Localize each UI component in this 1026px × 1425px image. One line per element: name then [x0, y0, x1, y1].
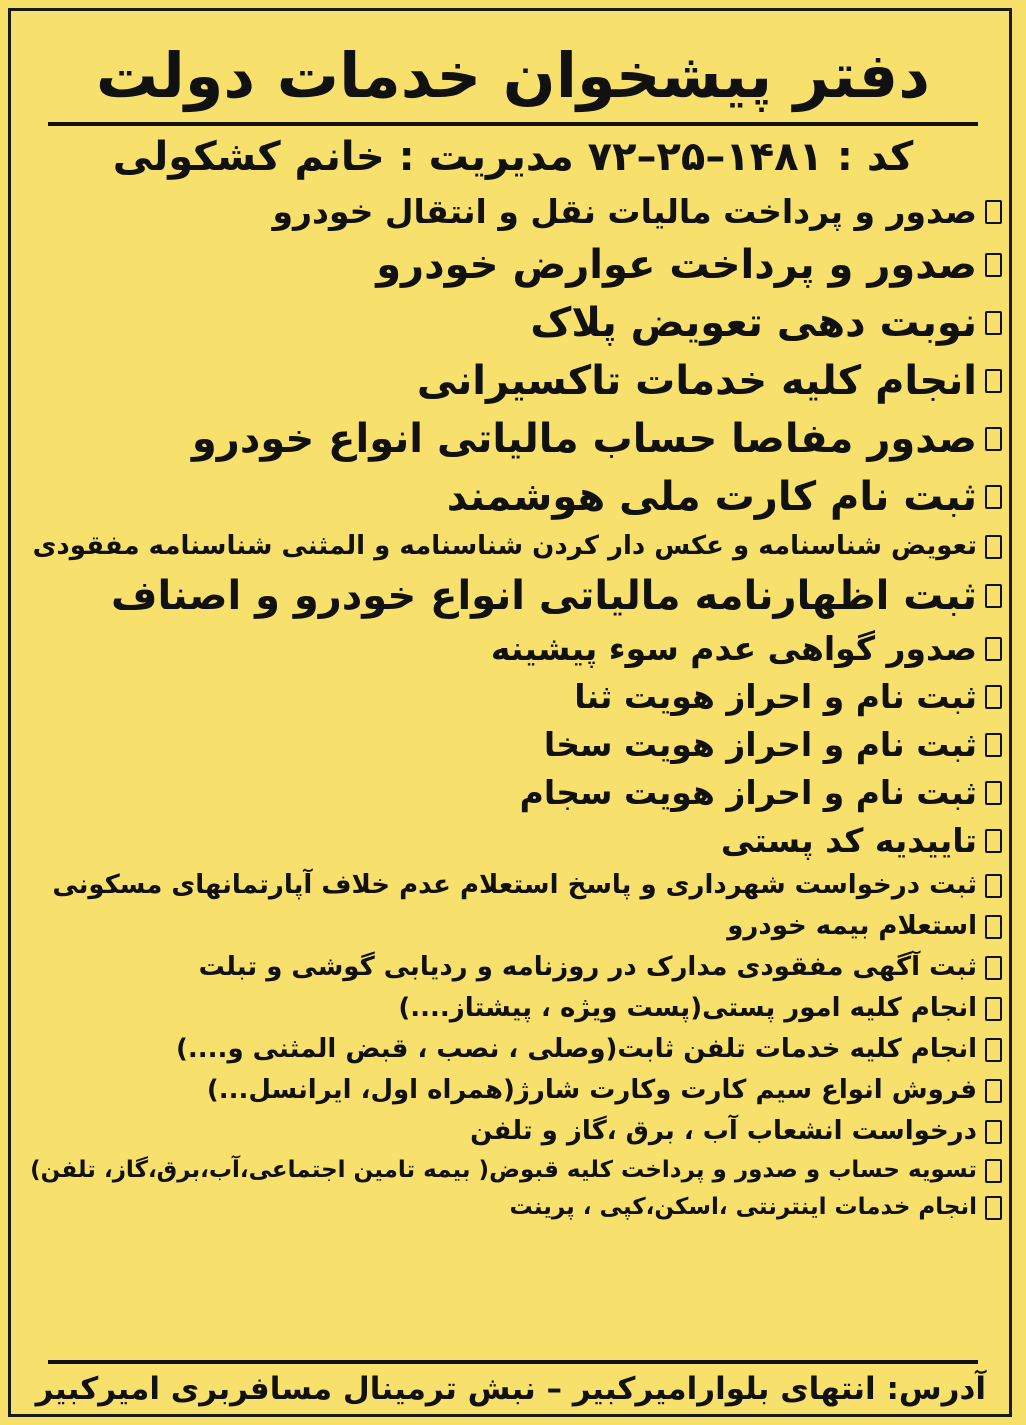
service-item — [24, 865, 1002, 906]
service-text: درخواست انشعاب آب ، برق ،گاز و تلفن — [470, 1116, 977, 1146]
checkbox-bullet-icon — [985, 829, 1002, 853]
service-text: ثبت آگهی مفقودی مدارک در روزنامه و ردیابی گوشی و تبلت — [198, 952, 977, 982]
service-text: ثبت درخواست شهرداری و پاسخ استعلام عدم خلاف آپارتمانهای مسکونی — [52, 870, 977, 900]
checkbox-bullet-icon — [985, 1038, 1002, 1062]
checkbox-bullet-icon — [985, 733, 1002, 757]
service-text: انجام کلیه خدمات تاکسیرانی — [416, 358, 977, 404]
service-item — [24, 1070, 1002, 1111]
service-text: ثبت اظهارنامه مالیاتی انواع خودرو و اصناف — [111, 573, 977, 619]
service-text: صدور مفاصا حساب مالیاتی انواع خودرو — [191, 416, 977, 462]
checkbox-bullet-icon — [985, 637, 1002, 661]
service-item — [24, 906, 1002, 947]
service-text: انجام خدمات اینترنتی ،اسکن،کپی ، پرینت — [509, 1194, 977, 1220]
service-item — [24, 721, 1002, 769]
checkbox-bullet-icon — [985, 535, 1002, 559]
service-item — [24, 567, 1002, 625]
checkbox-bullet-icon — [985, 915, 1002, 939]
services-list — [24, 188, 1002, 1226]
service-text: تاییدیه کد پستی — [720, 821, 977, 860]
service-text: انجام کلیه خدمات تلفن ثابت(وصلی ، نصب ، قبض المثنی و....) — [176, 1034, 977, 1064]
checkbox-bullet-icon — [985, 874, 1002, 898]
address-line: آدرس: انتهای بلوارامیرکبیر – نبش ترمینال مسافربری امیرکبیر — [35, 1371, 986, 1407]
service-item — [24, 947, 1002, 988]
service-item — [24, 410, 1002, 468]
office-code-and-manager: کد : ۱۴۸۱–۲۵–۷۲ مدیریت : خانم کشکولی — [112, 134, 914, 180]
service-text: انجام کلیه امور پستی(پست ویژه ، پیشتاز....) — [398, 993, 977, 1023]
service-item — [24, 817, 1002, 865]
service-text: تسویه حساب و صدور و پرداخت کلیه قبوض( بیمه تامین اجتماعی،آب،برق،گاز، تلفن) — [30, 1157, 977, 1183]
checkbox-bullet-icon — [985, 485, 1002, 509]
checkbox-bullet-icon — [985, 369, 1002, 393]
service-item — [24, 1189, 1002, 1226]
service-item — [24, 988, 1002, 1029]
checkbox-bullet-icon — [985, 1196, 1002, 1220]
service-text: استعلام بیمه خودرو — [727, 911, 977, 941]
service-text: صدور و پرداخت مالیات نقل و انتقال خودرو — [272, 192, 977, 231]
service-text: صدور و پرداخت عوارض خودرو — [376, 242, 977, 288]
service-item — [24, 188, 1002, 236]
checkbox-bullet-icon — [985, 685, 1002, 709]
service-item — [24, 673, 1002, 721]
service-text: فروش انواع سیم کارت وکارت شارژ(همراه اول، ایرانسل...) — [206, 1075, 977, 1105]
checkbox-bullet-icon — [985, 1120, 1002, 1144]
service-item — [24, 769, 1002, 817]
checkbox-bullet-icon — [985, 311, 1002, 335]
checkbox-bullet-icon — [985, 584, 1002, 608]
checkbox-bullet-icon — [985, 253, 1002, 277]
service-text: ثبت نام کارت ملی هوشمند — [446, 474, 977, 520]
service-item — [24, 468, 1002, 526]
service-item — [24, 1111, 1002, 1152]
checkbox-bullet-icon — [985, 427, 1002, 451]
service-text: تعویض شناسنامه و عکس دار کردن شناسنامه و المثنی شناسنامه مفقودی — [32, 531, 977, 561]
checkbox-bullet-icon — [985, 1079, 1002, 1103]
checkbox-bullet-icon — [985, 200, 1002, 224]
checkbox-bullet-icon — [985, 956, 1002, 980]
service-item — [24, 1029, 1002, 1070]
service-text: نوبت دهی تعویض پلاک — [530, 300, 977, 346]
service-text: ثبت نام و احراز هویت ثنا — [574, 677, 977, 716]
service-text: صدور گواهی عدم سوء پیشینه — [490, 629, 977, 668]
service-item — [24, 236, 1002, 294]
service-item — [24, 1152, 1002, 1189]
office-title: دفتر پیشخوان خدمات دولت — [48, 30, 978, 126]
checkbox-bullet-icon — [985, 997, 1002, 1021]
checkbox-bullet-icon — [985, 781, 1002, 805]
service-text: ثبت نام و احراز هویت سجام — [519, 773, 977, 812]
service-item — [24, 625, 1002, 673]
checkbox-bullet-icon — [985, 1159, 1002, 1183]
service-text: ثبت نام و احراز هویت سخا — [543, 725, 977, 764]
service-item — [24, 352, 1002, 410]
service-item — [24, 294, 1002, 352]
service-item — [24, 526, 1002, 567]
